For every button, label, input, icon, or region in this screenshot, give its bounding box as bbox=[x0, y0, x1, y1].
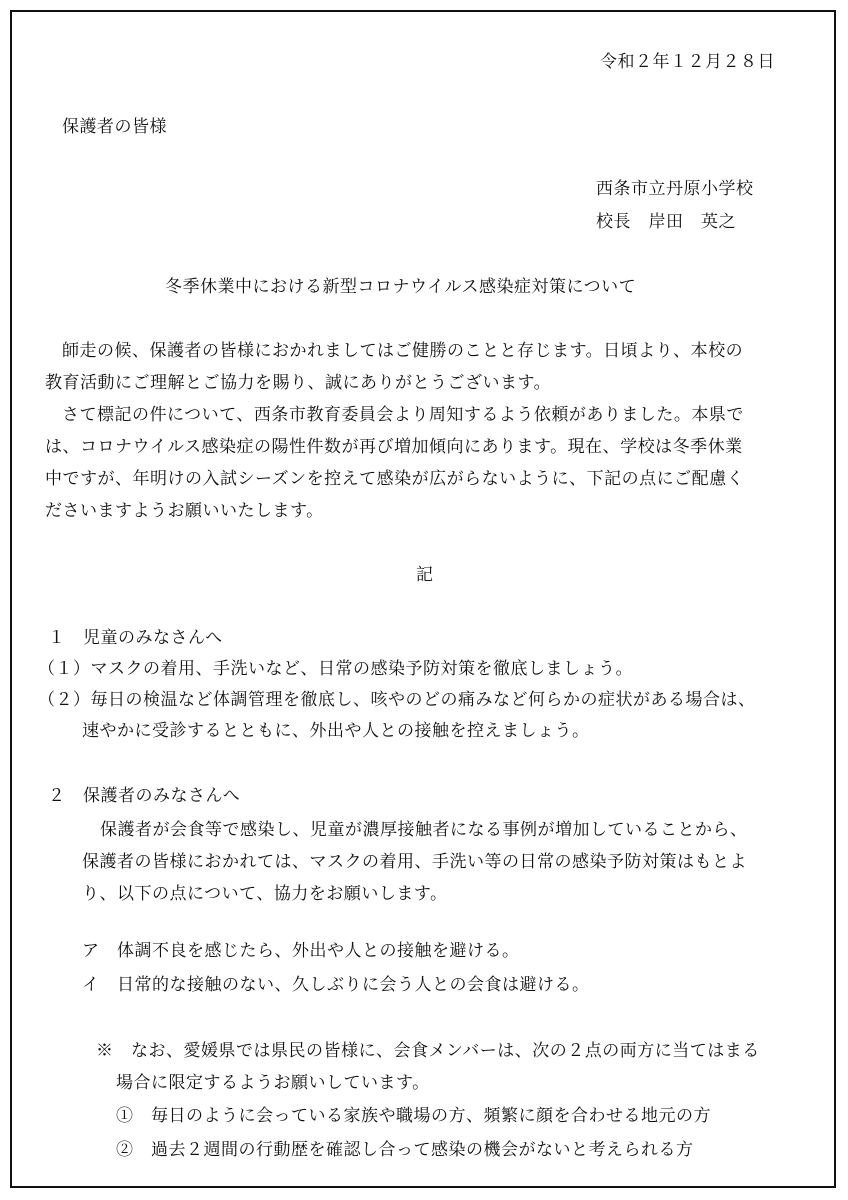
recipient: 保護者の皆様 bbox=[62, 117, 167, 137]
section1-heading: １ 児童のみなさんへ bbox=[48, 628, 223, 648]
section1-item: 速やかに受診するとともに、外出や人との接触を控えましょう。 bbox=[82, 721, 590, 741]
intro-line: さて標記の件について、西条市教育委員会より周知するよう依頼がありました。本県で bbox=[62, 405, 744, 425]
intro-line: は、コロナウイルス感染症の陽性件数が再び増加傾向にあります。現在、学校は冬季休業 bbox=[45, 437, 743, 457]
section2-heading: ２ 保護者のみなさんへ bbox=[48, 786, 241, 806]
school-name: 西条市立丹原小学校 bbox=[596, 179, 754, 199]
intro-line: 中ですが、年明けの入試シーズンを控えて感染が広がらないように、下記の点にご配慮く bbox=[45, 469, 745, 489]
intro-line: 教育活動にご理解とご協力を賜り、誠にありがとうございます。 bbox=[45, 373, 552, 393]
intro-line: 師走の候、保護者の皆様におかれましてはご健勝のことと存じます。日頃より、本校の bbox=[62, 341, 744, 361]
ki-heading: 記 bbox=[416, 565, 434, 585]
section2-note: 場合に限定するようお願いしています。 bbox=[116, 1073, 430, 1093]
section2-point: イ 日常的な接触のない、久しぶりに会う人との会食は避ける。 bbox=[82, 975, 590, 995]
document-title: 冬季休業中における新型コロナウイルス感染症対策について bbox=[165, 277, 637, 297]
section2-para: り、以下の点について、協力をお願いします。 bbox=[82, 884, 448, 904]
section2-condition: ① 毎日のように会っている家族や職場の方、頻繁に顔を合わせる地元の方 bbox=[116, 1106, 711, 1126]
principal-name: 校長 岸田 英之 bbox=[596, 212, 736, 232]
section2-para: 保護者の皆様におかれては、マスクの着用、手洗い等の日常の感染予防対策はもとよ bbox=[82, 852, 747, 872]
section2-condition: ② 過去２週間の行動歴を確認し合って感染の機会がないと考えられる方 bbox=[116, 1140, 694, 1160]
intro-line: ださいますようお願いいたします。 bbox=[45, 501, 324, 521]
section1-item: （１）マスクの着用、手洗いなど、日常の感染予防対策を徹底しましょう。 bbox=[38, 659, 633, 679]
section2-para: 保護者が会食等で感染し、児童が濃厚接触者になる事例が増加していることから、 bbox=[100, 820, 748, 840]
section2-point: ア 体調不良を感じたら、外出や人との接触を避ける。 bbox=[82, 941, 520, 961]
section2-note: ※ なお、愛媛県では県民の皆様に、会食メンバーは、次の２点の両方に当てはまる bbox=[96, 1041, 760, 1061]
issue-date: 令和２年１２月２８日 bbox=[600, 52, 775, 72]
section1-item: （２）毎日の検温など体調管理を徹底し、咳やのどの痛みなど何らかの症状がある場合は、 bbox=[38, 690, 756, 710]
